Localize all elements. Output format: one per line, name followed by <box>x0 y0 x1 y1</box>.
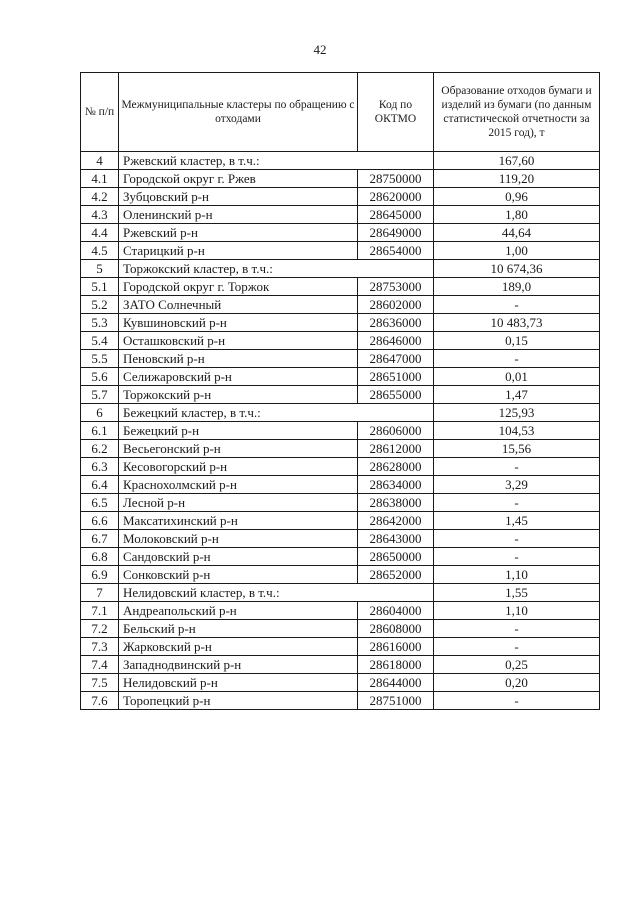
waste-table <box>80 72 600 710</box>
oktmo-code: 28643000 <box>358 530 434 548</box>
municipality-name: Западнодвинский р-н <box>119 656 358 674</box>
table-row <box>81 566 600 584</box>
table-row <box>81 476 600 494</box>
oktmo-code: 28606000 <box>358 422 434 440</box>
oktmo-code: 28638000 <box>358 494 434 512</box>
waste-value: - <box>434 692 600 710</box>
municipality-name: Оленинский р-н <box>119 206 358 224</box>
waste-value: 1,80 <box>434 206 600 224</box>
row-number: 4 <box>81 152 119 170</box>
row-number: 7.5 <box>81 674 119 692</box>
oktmo-code: 28634000 <box>358 476 434 494</box>
row-number: 7.1 <box>81 602 119 620</box>
cluster-row <box>81 584 600 602</box>
cluster-row <box>81 404 600 422</box>
row-number: 6.3 <box>81 458 119 476</box>
table-row <box>81 170 600 188</box>
row-number: 5.4 <box>81 332 119 350</box>
row-number: 7.6 <box>81 692 119 710</box>
waste-value: 0,01 <box>434 368 600 386</box>
row-number: 6.7 <box>81 530 119 548</box>
municipality-name: Городской округ г. Торжок <box>119 278 358 296</box>
municipality-name: Кесовогорский р-н <box>119 458 358 476</box>
oktmo-code: 28649000 <box>358 224 434 242</box>
row-number: 6.9 <box>81 566 119 584</box>
municipality-name: Зубцовский р-н <box>119 188 358 206</box>
header-clusters: Межмуниципальные кластеры по обращению с отходами <box>119 73 358 152</box>
municipality-name: Андреапольский р-н <box>119 602 358 620</box>
row-number: 6.1 <box>81 422 119 440</box>
table-row <box>81 674 600 692</box>
municipality-name: Жарковский р-н <box>119 638 358 656</box>
waste-value: 44,64 <box>434 224 600 242</box>
table-row <box>81 602 600 620</box>
oktmo-code: 28646000 <box>358 332 434 350</box>
row-number: 5.2 <box>81 296 119 314</box>
oktmo-code: 28753000 <box>358 278 434 296</box>
header-oktmo: Код по ОКТМО <box>358 73 434 152</box>
table-row <box>81 620 600 638</box>
waste-value: - <box>434 458 600 476</box>
municipality-name: Нелидовский р-н <box>119 674 358 692</box>
waste-value: 3,29 <box>434 476 600 494</box>
row-number: 4.4 <box>81 224 119 242</box>
table-row <box>81 512 600 530</box>
oktmo-code: 28650000 <box>358 548 434 566</box>
oktmo-code: 28618000 <box>358 656 434 674</box>
table-row <box>81 188 600 206</box>
waste-value: - <box>434 548 600 566</box>
municipality-name: Максатихинский р-н <box>119 512 358 530</box>
waste-value: 10 483,73 <box>434 314 600 332</box>
municipality-name: Кувшиновский р-н <box>119 314 358 332</box>
row-number: 6.5 <box>81 494 119 512</box>
waste-value: 0,20 <box>434 674 600 692</box>
municipality-name: Сандовский р-н <box>119 548 358 566</box>
oktmo-code: 28608000 <box>358 620 434 638</box>
cluster-name: Торжокский кластер, в т.ч.: <box>119 260 434 278</box>
cluster-name: Нелидовский кластер, в т.ч.: <box>119 584 434 602</box>
row-number: 7.2 <box>81 620 119 638</box>
cluster-row <box>81 152 600 170</box>
waste-value: 167,60 <box>434 152 600 170</box>
row-number: 6.4 <box>81 476 119 494</box>
row-number: 5.3 <box>81 314 119 332</box>
waste-value: 1,55 <box>434 584 600 602</box>
municipality-name: Городской округ г. Ржев <box>119 170 358 188</box>
row-number: 5.6 <box>81 368 119 386</box>
waste-value: 119,20 <box>434 170 600 188</box>
waste-value: 0,15 <box>434 332 600 350</box>
waste-value: 1,00 <box>434 242 600 260</box>
header-num: № п/п <box>81 73 119 152</box>
waste-value: 1,45 <box>434 512 600 530</box>
waste-value: - <box>434 350 600 368</box>
table-row <box>81 332 600 350</box>
waste-value: - <box>434 620 600 638</box>
header-waste: Образование отходов бумаги и изделий из бумаги (по данным статистической отчетности за 2015 год), т <box>434 73 600 152</box>
row-number: 6 <box>81 404 119 422</box>
waste-value: 1,47 <box>434 386 600 404</box>
municipality-name: Пеновский р-н <box>119 350 358 368</box>
municipality-name: Лесной р-н <box>119 494 358 512</box>
municipality-name: Осташковский р-н <box>119 332 358 350</box>
oktmo-code: 28644000 <box>358 674 434 692</box>
waste-value: 0,25 <box>434 656 600 674</box>
municipality-name: Весьегонский р-н <box>119 440 358 458</box>
municipality-name: Бельский р-н <box>119 620 358 638</box>
header-row <box>81 73 600 152</box>
municipality-name: Краснохолмский р-н <box>119 476 358 494</box>
waste-value: 125,93 <box>434 404 600 422</box>
table-row <box>81 224 600 242</box>
oktmo-code: 28616000 <box>358 638 434 656</box>
oktmo-code: 28604000 <box>358 602 434 620</box>
waste-value: - <box>434 494 600 512</box>
row-number: 6.2 <box>81 440 119 458</box>
waste-value: - <box>434 530 600 548</box>
table-row <box>81 206 600 224</box>
table-row <box>81 692 600 710</box>
waste-value: - <box>434 638 600 656</box>
table-row <box>81 368 600 386</box>
waste-value: 104,53 <box>434 422 600 440</box>
oktmo-code: 28628000 <box>358 458 434 476</box>
row-number: 5.7 <box>81 386 119 404</box>
oktmo-code: 28636000 <box>358 314 434 332</box>
row-number: 5.1 <box>81 278 119 296</box>
row-number: 6.8 <box>81 548 119 566</box>
row-number: 5.5 <box>81 350 119 368</box>
oktmo-code: 28651000 <box>358 368 434 386</box>
page-number: 42 <box>313 42 327 57</box>
row-number: 4.3 <box>81 206 119 224</box>
oktmo-code: 28654000 <box>358 242 434 260</box>
table-header <box>81 73 600 152</box>
oktmo-code: 28612000 <box>358 440 434 458</box>
table-row <box>81 296 600 314</box>
cluster-row <box>81 260 600 278</box>
municipality-name: Молоковский р-н <box>119 530 358 548</box>
row-number: 4.5 <box>81 242 119 260</box>
row-number: 5 <box>81 260 119 278</box>
table-row <box>81 440 600 458</box>
oktmo-code: 28751000 <box>358 692 434 710</box>
oktmo-code: 28647000 <box>358 350 434 368</box>
municipality-name: Торжокский р-н <box>119 386 358 404</box>
waste-value: 189,0 <box>434 278 600 296</box>
row-number: 7 <box>81 584 119 602</box>
oktmo-code: 28750000 <box>358 170 434 188</box>
row-number: 7.3 <box>81 638 119 656</box>
waste-value: 1,10 <box>434 602 600 620</box>
oktmo-code: 28602000 <box>358 296 434 314</box>
municipality-name: Сонковский р-н <box>119 566 358 584</box>
table-row <box>81 242 600 260</box>
waste-value: 1,10 <box>434 566 600 584</box>
table-row <box>81 530 600 548</box>
municipality-name: Селижаровский р-н <box>119 368 358 386</box>
oktmo-code: 28620000 <box>358 188 434 206</box>
municipality-name: Старицкий р-н <box>119 242 358 260</box>
table-body <box>81 152 600 710</box>
municipality-name: Торопецкий р-н <box>119 692 358 710</box>
table-row <box>81 656 600 674</box>
municipality-name: Ржевский р-н <box>119 224 358 242</box>
row-number: 4.1 <box>81 170 119 188</box>
waste-value: 10 674,36 <box>434 260 600 278</box>
waste-value: 0,96 <box>434 188 600 206</box>
table-row <box>81 278 600 296</box>
row-number: 7.4 <box>81 656 119 674</box>
table-row <box>81 422 600 440</box>
table-row <box>81 548 600 566</box>
row-number: 6.6 <box>81 512 119 530</box>
cluster-name: Бежецкий кластер, в т.ч.: <box>119 404 434 422</box>
table-row <box>81 458 600 476</box>
municipality-name: ЗАТО Солнечный <box>119 296 358 314</box>
waste-value: 15,56 <box>434 440 600 458</box>
table-row <box>81 314 600 332</box>
table-row <box>81 638 600 656</box>
oktmo-code: 28655000 <box>358 386 434 404</box>
cluster-name: Ржевский кластер, в т.ч.: <box>119 152 434 170</box>
municipality-name: Бежецкий р-н <box>119 422 358 440</box>
table-row <box>81 386 600 404</box>
row-number: 4.2 <box>81 188 119 206</box>
oktmo-code: 28645000 <box>358 206 434 224</box>
table-row <box>81 350 600 368</box>
table-row <box>81 494 600 512</box>
oktmo-code: 28642000 <box>358 512 434 530</box>
waste-value: - <box>434 296 600 314</box>
oktmo-code: 28652000 <box>358 566 434 584</box>
